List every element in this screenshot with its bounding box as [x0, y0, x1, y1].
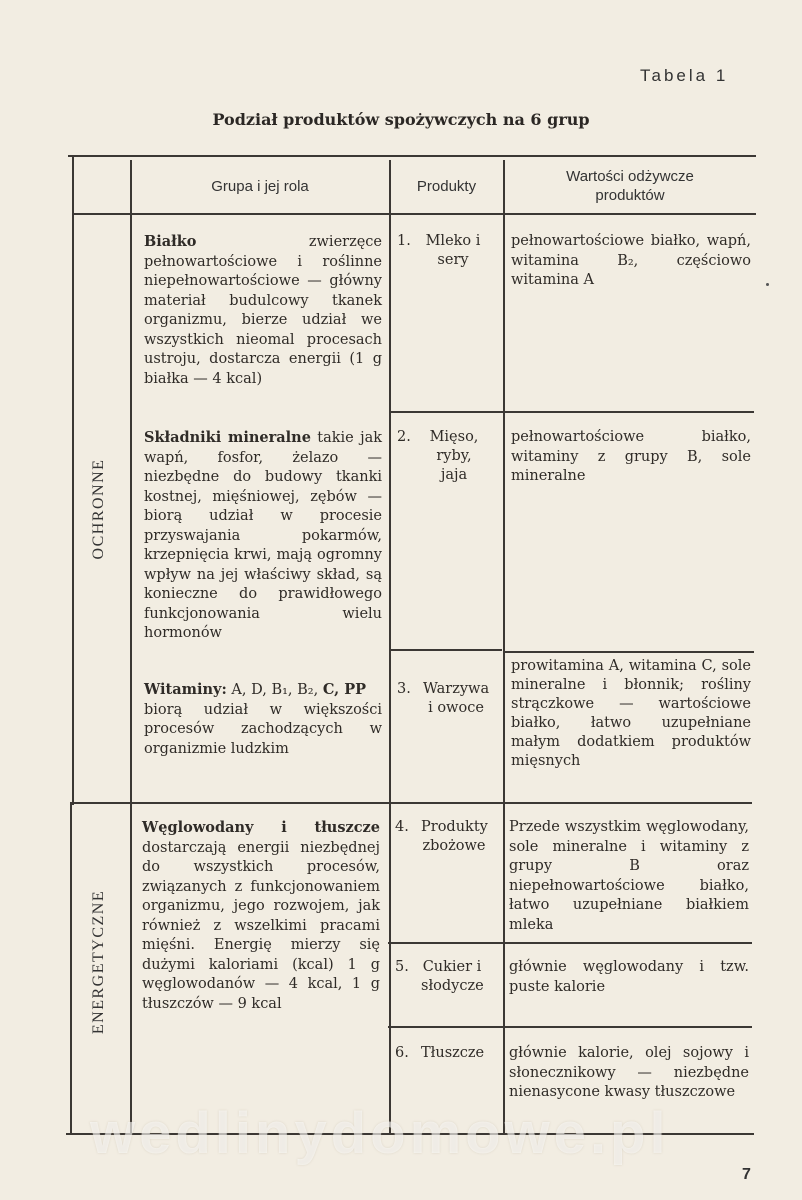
product-6	[395, 1044, 497, 1063]
watermark: wedlinydomowe.pl	[90, 1101, 670, 1166]
row-divider-2-3-products	[390, 649, 502, 651]
role-vitamins-bold: C, PP	[322, 681, 367, 698]
role-protein-text: zwierzęce pełnowartościowe i roślinne niepełnowartościowe — główny materiał budulcowy tkanek organizmu, bierze udział we wszystkich nieomal procesach ustroju, dostarcza energii (1 g białka — 4 kcal)	[144, 234, 382, 387]
table-top-border	[68, 155, 756, 157]
role-carbs-fats-title: Węglowodany i tłuszcze	[142, 819, 380, 836]
product-3-name: Warzywa i owoce	[423, 681, 490, 716]
product-3	[397, 680, 489, 718]
page-number: 7	[742, 1166, 751, 1183]
product-1	[397, 232, 483, 270]
header-divider	[72, 213, 756, 215]
role-protein	[144, 232, 382, 389]
product-1-number: 1.	[397, 233, 411, 249]
role-minerals-title: Składniki mineralne	[144, 429, 311, 446]
row-divider-4-5	[388, 942, 752, 944]
role-carbs-fats-text: dostarczają energii niezbędnej do wszystkich procesów, związanych z funkcjonowaniem organizmu, jego rozwojem, jak również z wszelkimi pracami mięśni. Energię mierzy się dużymi kaloriami (kcal) 1 g węglowodanów — 4 kcal, 1 g tłuszczów — 9 kcal	[142, 839, 380, 1012]
role-vitamins	[144, 680, 382, 759]
col-divider-group-role	[130, 160, 132, 1135]
table-label: Tabela 1	[640, 66, 729, 85]
product-6-number: 6.	[395, 1045, 409, 1061]
role-carbs-fats	[142, 818, 380, 1014]
header-group: Grupa i jej rola	[211, 178, 309, 195]
product-5	[395, 958, 483, 996]
row-divider-protective-energy	[72, 802, 752, 804]
row-divider-5-6	[388, 1026, 752, 1028]
product-4-number: 4.	[395, 819, 409, 835]
role-minerals	[144, 428, 382, 644]
nutrition-6: głównie kalorie, olej sojowy i słonecznikowy — niezbędne nienasycone kwasy tłuszczowe	[509, 1045, 749, 1100]
role-minerals-text: takie jak wapń, fosfor, żelazo — niezbędne do budowy tkanki kostnej, mięśniowej, zębów — biorą udział w procesie przyswajania pokarmów, krzepnięcia krwi, mają ogromny wpływ na jej właściwy skład, są konieczne do prawidłowego funkcjonowania wielu hormonów	[144, 430, 382, 641]
row-divider-1-2	[390, 411, 754, 413]
header-nutrition: Wartości odżywcze produktów	[566, 168, 694, 204]
product-6-name: Tłuszcze	[421, 1045, 485, 1061]
print-speck	[766, 283, 769, 286]
product-2-number: 2.	[397, 429, 411, 445]
product-4	[395, 818, 487, 856]
product-3-number: 3.	[397, 681, 411, 697]
nutrition-3: prowitamina A, witamina C, sole mineralne i błonnik; rośliny strączkowe — wartościowe białko, łatwo uzupełniane małym dodatkiem produktów mięsnych	[511, 658, 751, 769]
col-divider-role-products	[389, 160, 391, 1135]
col-divider-products-nutrition	[503, 160, 505, 1135]
nutrition-4: Przede wszystkim węglowodany, sole mineralne i witaminy z grupy B oraz niepełnowartościowe białko, łatwo uzupełniane białkiem mleka	[509, 819, 749, 933]
nutrition-1: pełnowartościowe białko, wapń, witamina B₂, częściowo witamina A	[511, 233, 751, 288]
product-1-name: Mleko i sery	[425, 233, 481, 268]
role-vitamins-title: Witaminy:	[144, 681, 227, 698]
page-title: Podział produktów spożywczych na 6 grup	[212, 110, 590, 129]
nutrition-5: głównie węglowodany i tzw. puste kalorie	[509, 959, 749, 995]
role-vitamins-list: A, D, B₁, B₂,	[226, 682, 323, 698]
group-label-energy: ENERGETYCZNE	[90, 889, 107, 1035]
col-border-left-lower	[70, 802, 72, 1134]
product-5-name: Cukier i słodycze	[421, 959, 484, 994]
product-4-name: Produkty zbożowe	[421, 819, 488, 854]
group-label-protective: OCHRONNE	[90, 458, 107, 560]
nutrition-2: pełnowartościowe białko, witaminy z grupy B, sole mineralne	[511, 429, 751, 484]
product-5-number: 5.	[395, 959, 409, 975]
product-2	[397, 428, 485, 485]
header-products: Produkty	[416, 178, 477, 195]
row-divider-2-3-nutrition	[504, 651, 754, 653]
role-protein-title: Białko	[144, 233, 197, 250]
product-2-name: Mięso, ryby, jaja	[429, 429, 479, 483]
role-vitamins-text: biorą udział w większości procesów zachodzących w organizmie ludzkim	[144, 701, 382, 757]
col-border-left	[72, 155, 74, 805]
